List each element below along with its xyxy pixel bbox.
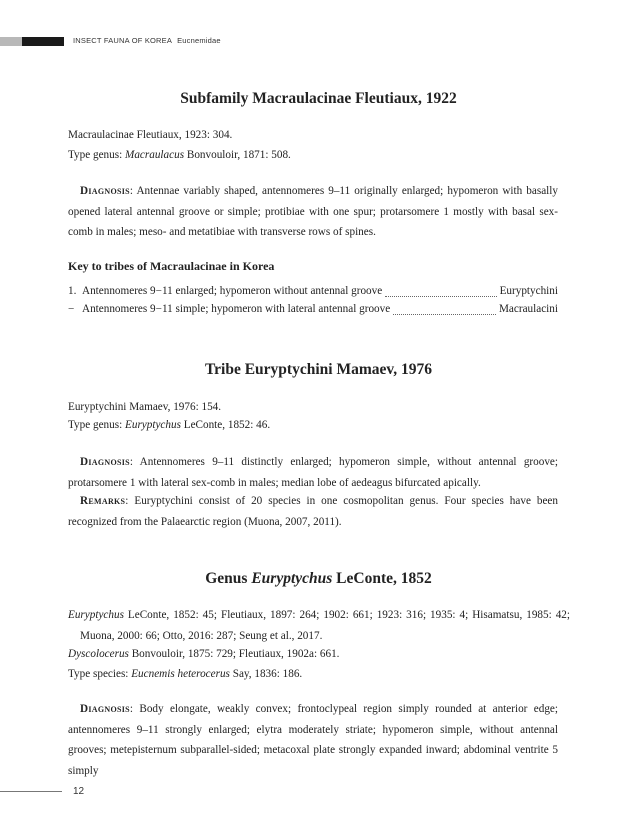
key-title: Key to tribes of Macraulacinae in Korea: [68, 259, 275, 273]
key-row-result: Macraulacini: [498, 303, 558, 315]
running-header: [73, 36, 221, 45]
footer-rule: [0, 791, 62, 792]
genus-diagnosis: [68, 699, 558, 777]
type-label: Type genus:: [68, 419, 126, 431]
genus-title: [0, 570, 637, 588]
genus-title-name: Euryptychus: [251, 570, 333, 587]
type-author: LeConte, 1852: 46.: [180, 419, 271, 431]
genus-title-prefix: Genus: [205, 570, 252, 587]
subfamily-title: Subfamily Macraulacinae Fleutiaux, 1922: [180, 90, 457, 107]
family-name: Eucnemidae: [177, 36, 221, 45]
type-genus-name: Euryptychus: [125, 419, 181, 431]
genus-type-species: [68, 664, 558, 685]
key-leader-dots: [385, 285, 496, 297]
header-bar-gray: [0, 37, 22, 46]
genus-synonymy-1: [68, 605, 570, 646]
genus-synonymy-2: [68, 644, 558, 665]
series-title: INSECT FAUNA OF KOREA: [73, 36, 173, 45]
key-row-text: Antennomeres 9−11 enlarged; hypomeron without antennal groove: [82, 285, 383, 297]
tribe-citation: Euryptychini Mamaev, 1976: 154.: [68, 401, 222, 413]
diagnosis-label: Diagnosis: [80, 185, 130, 197]
subfamily-citation: Macraulacinae Fleutiaux, 1923: 304.: [68, 129, 233, 141]
key-row: [68, 303, 558, 321]
type-author: Bonvouloir, 1871: 508.: [184, 149, 291, 161]
type-species-name: Eucnemis heterocerus: [131, 668, 230, 680]
key-row-number: 1.: [68, 285, 77, 297]
synonym-citations: Bonvouloir, 1875: 729; Fleutiaux, 1902a: 661.: [128, 648, 340, 660]
tribe-diagnosis: [68, 452, 558, 493]
tribe-remarks: [68, 491, 558, 532]
diagnosis-text: : Body elongate, weakly convex; frontoclypeal region simply rounded at anterior edge; antennomeres 9–11 strongly enlarged; elytra moderately striate; hypomeron simple, without antennal grooves; metepisternum subparallel-sided; metacoxal plate strongly expanded inward; abdominal ventrite 5 simply: [68, 703, 558, 777]
subfamily-type-genus: [68, 145, 558, 166]
key-row: [68, 285, 558, 303]
diagnosis-text: : Antennomeres 9–11 distinctly enlarged; hypomeron simple, without antennal groove; protarsomere 1 with lateral sex-comb in males; median lobe of aedeagus bifurcated apically.: [68, 456, 558, 489]
diagnosis-text: : Antennae variably shaped, antennomeres 9–11 originally enlarged; hypomeron with basally opened lateral antennal groove or simple; protibiae with one spur; protarsomere 1 mostly with basal sex-comb in males; meso- and metatibiae with transverse rows of spines.: [68, 185, 558, 238]
type-label: Type species:: [68, 668, 132, 680]
type-label: Type genus:: [68, 149, 126, 161]
type-genus-name: Macraulacus: [125, 149, 185, 161]
key-row-result: Euryptychini: [499, 285, 558, 297]
synonym-citations: LeConte, 1852: 45; Fleutiaux, 1897: 264; 1902: 661; 1923: 316; 1935: 4; Hisamatsu, 1985: 42; Muona, 2000: 66; Otto, 2016: 287; Seung et al., 2017.: [80, 609, 570, 642]
remarks-text: : Euryptychini consist of 20 species in one cosmopolitan genus. Four species have been recognized from the Palaearctic region (Muona, 2007, 2011).: [68, 495, 558, 528]
page-number: 12: [73, 786, 85, 797]
tribe-type-genus: [68, 415, 558, 436]
header-bar-black: [22, 37, 64, 46]
diagnosis-label: Diagnosis: [80, 703, 130, 715]
key-row-number: −: [68, 303, 75, 315]
key-leader-dots: [393, 303, 496, 315]
tribe-title: Tribe Euryptychini Mamaev, 1976: [204, 361, 433, 378]
genus-title-author: LeConte, 1852: [332, 570, 432, 587]
diagnosis-label: Diagnosis: [80, 456, 130, 468]
synonym-name: Dyscolocerus: [68, 648, 129, 660]
synonym-name: Euryptychus: [68, 609, 124, 621]
type-author: Say, 1836: 186.: [229, 668, 303, 680]
key-row-text: Antennomeres 9−11 simple; hypomeron with lateral antennal groove: [82, 303, 391, 315]
subfamily-diagnosis: [68, 181, 558, 243]
remarks-label: Remarks: [80, 495, 126, 507]
